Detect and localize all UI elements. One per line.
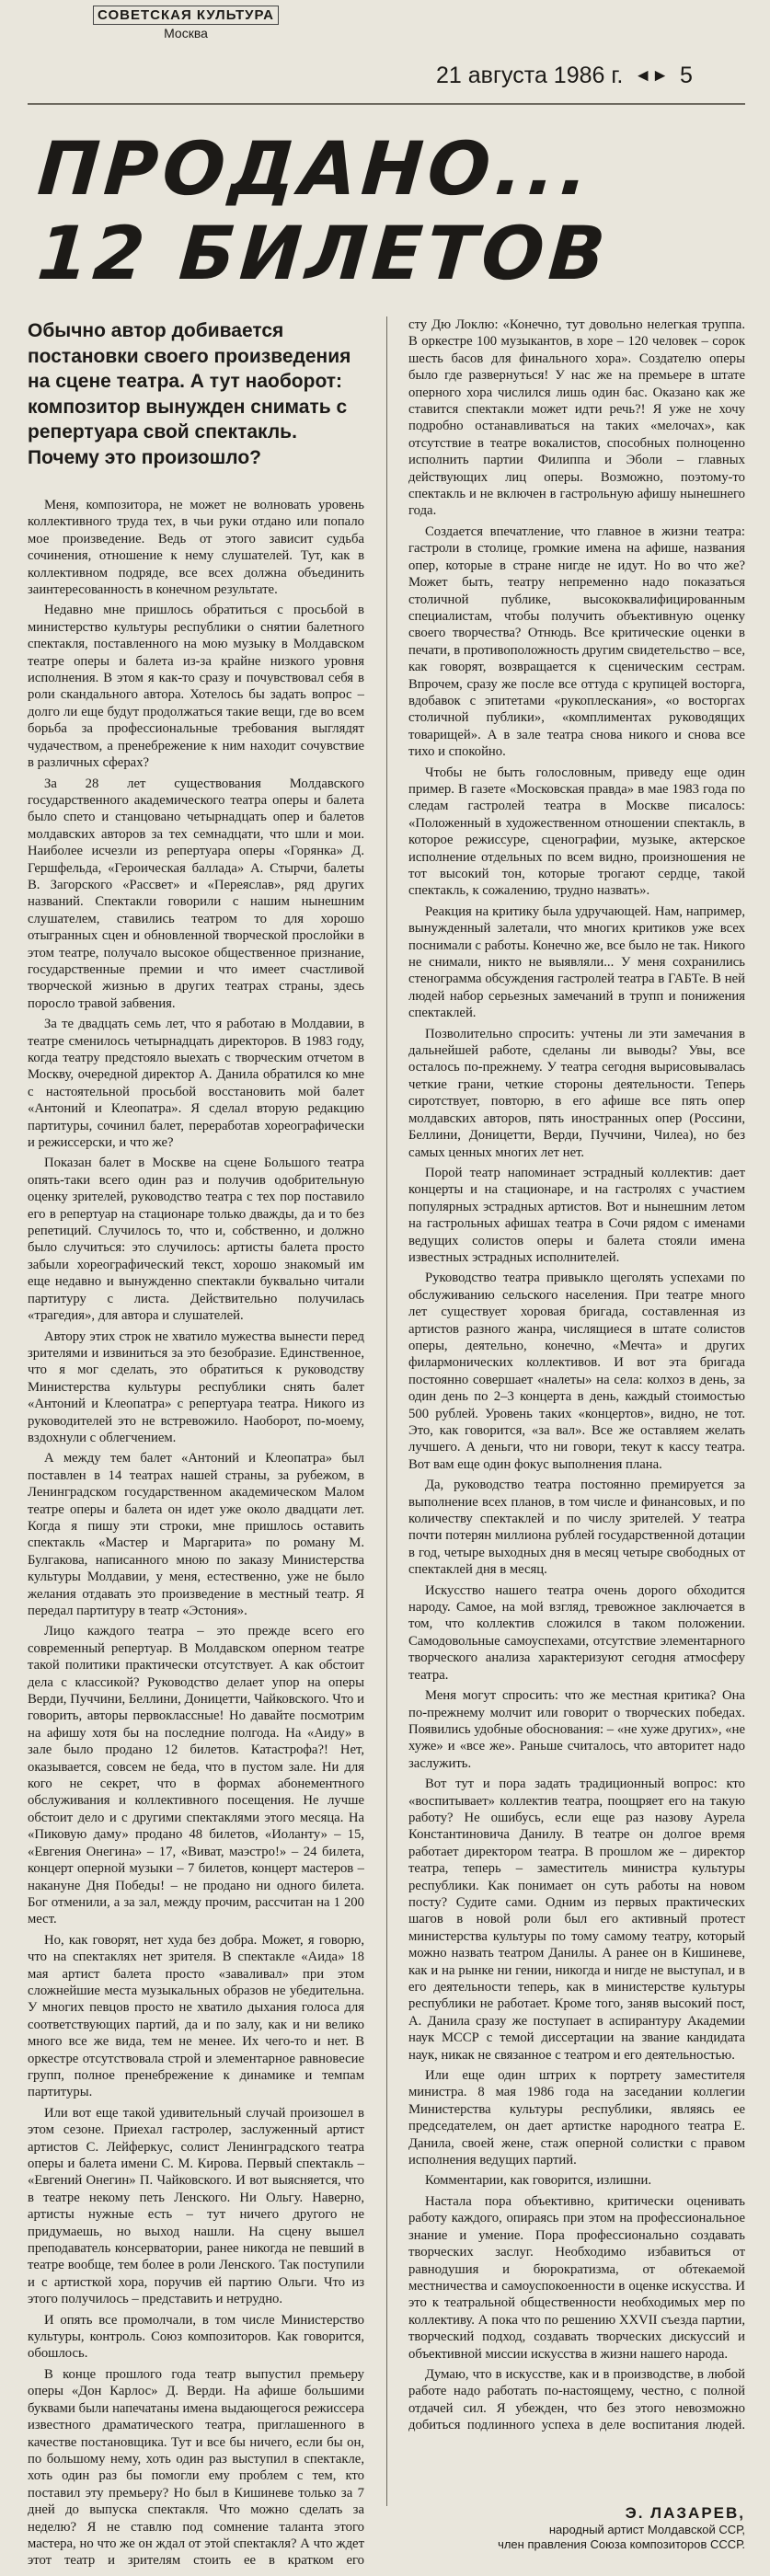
paragraph: Автору этих строк не хватило мужества вынести перед зрителями и извиниться за это безобразие. Единственное, что я мог сделать, это обратиться к руководству Министерства культуры республики снять балет «Антоний и Клеопатра» с репертуара театра. Никого из руководителей это не встревожило. Наоборот, по-моему, вздохнули с облегчением.	[28, 1328, 364, 1445]
author-membership: член правления Союза композиторов СССР.	[498, 2537, 745, 2551]
author-signature	[408, 2504, 745, 2552]
issue-date: 21 августа 1986 г.	[436, 63, 624, 88]
paragraph: Или еще один штрих к портрету заместителя министра. 8 мая 1986 года на заседании коллегии Министерства культуры республики, являясь ее председателем, он дает артистке народного театра Е. Данила, своей жене, стаж оперной солистки с правом исполнения ведущих партий.	[408, 2068, 745, 2168]
paragraph: Недавно мне пришлось обратиться с просьбой в министерство культуры республики о снятии балетного спектакля, поставленного на мою музыку в Молдавском театре оперы и балета из-за крайне низкого уровня исполнения. В этом я как-то сразу и почувствовал себя в роли скандального автора. Хотелось бы задать вопрос – долго ли еще будут продолжаться такие вещи, где во всем борьба за профессиональные требования выглядят чудачеством, а пренебрежение к ним находит сочувствие в различных сферах?	[28, 603, 364, 771]
paragraph: Показан балет в Москве на сцене Большого театра опять-таки всего один раз и получив одобрительную оценку зрителей, руководство театра с тех пор поставило его в репертуар на стационаре только дважды, да и то без репетиций. Случилось то, что и, собственно, и должно было случиться: это случилось: артисты балета просто забыли хореографический текст, хорошо знакомый им еще недавно и вынужденно спектакли буквально читали партитуру с листа. Действительно получилась «трагедия», для автора и слушателей.	[28, 1156, 364, 1324]
page-number: 5	[680, 63, 693, 88]
dateline	[436, 63, 758, 89]
paragraph: Но, как говорят, нет худа без добра. Может, я говорю, что на спектаклях нет зрителя. В спектакле «Аида» 18 мая артист балета просто «заваливал» при этом сложнейшие места музыкальных образов не убедительна. У многих певцов просто не хватило дыхания голоса для соответствующих партий, да и по залу, как и ни велико много все же вида, тем не менее. Их чего-то и нет. В оркестре отсутствовала строй и элементарное равновесие групп, полное пренебрежение к динамике и темпам партитуры.	[28, 1932, 364, 2100]
paragraph: Искусство нашего театра очень дорого обходится народу. Самое, на мой взгляд, тревожное заключается в том, что коллектив сложился в таком положении. Самодовольные самоуспехами, отсутствие элементарного творческого анализа характеризуют сегодня атмосферу театра.	[408, 1582, 745, 1683]
headline-line-1: ПРОДАНО...	[35, 126, 596, 212]
paragraph: Да, руководство театра постоянно премируется за выполнение всех планов, в том числе и финансовых, и по количеству спектаклей и по числу зрителей. У театра почти потерян миллиона рублей государственной дотации в год, четыре выходных дня в месяц четыре свободных от спектаклей дня в месяц.	[408, 1478, 745, 1578]
paragraph: За 28 лет существования Молдавского государственного академического театра оперы и балета было спето и станцовано четырнадцать опер и балетов молдавских авторов за тех семнадцати, что шли и мои. Наиболее исчезли из репертуара оперы «Горянка» Д. Гершфельда, «Героическая баллада» А. Стырчи, балеты В. Загорского «Рассвет» и «Переяслав», ряд других названий. Спектакли говорили с нашим нынешним слушателем, ставились театром то для хорошо отыгранных сцен и обновленной творческой прослойки в этом театре, получало высокое общественное признание, государственные премии и что имеет счастливой творческой жизнью в других театрах страны, здесь поросло травой забвения.	[28, 776, 364, 1011]
paragraph: В конце прошлого года театр выпустил премьеру оперы «Дон Карлос» Д. Верди. На афише большими буквами были напечатаны имена выдающегося режиссера известного драматического театра, приглашенного в качестве постановщика. Тут и все бы ничего, если бы он, по большому нему, хоть один раз выступил в спектакле, хоть один раз бы помогли ему проблем с тем, кто поставил эту премьеру? Но был в Кишиневе только за 7 дней до выпуска спектакля. Что можно сделать за неделю? Я не ставлю под сомнение таланта этого мастера, но что же он ждал от этой спектакля? А что ждет этот театр и зрителям стоить ее в кратком его	[28, 2366, 364, 2569]
lead-paragraph: Обычно автор добивается постановки своего произведения на сцене театра. А тут наоборот: композитор вынужден снимать с репертуара свой спектакль. Почему это произошло?	[28, 320, 351, 468]
paragraph: Или вот еще такой удивительный случай произошел в этом сезоне. Приехал гастролер, заслуженный артист артистов С. Лейферкус, солист Ленинградского театра оперы и балета имени С. М. Кирова. Первый спектакль – «Евгений Онегин» П. Чайковского. И вот выясняется, что в театре некому петь Ленского. Ни Ольгу. Наверно, артисты нужные есть – тут ничего другого не придумаешь, но выход нашли. На сцену вышел преподаватель консерватории, ранее никогда не певший в театре вообще, тем более в роли Ленского. Так поступили и с артисткой хора, поручив ей партию Ольги. Что из этого получилось – представить и нетрудно.	[28, 2105, 364, 2307]
column-divider	[386, 316, 387, 2506]
article-column-left	[28, 497, 364, 2571]
author-title: народный артист Молдавской ССР,	[548, 2523, 745, 2536]
paragraph: За те двадцать семь лет, что я работаю в Молдавии, в театре сменилось четырнадцать директоров. В 1983 году, когда театру предстояло выехать с творческим отчетом в Москву, очередной директор А. Данила обратился ко мне с настоятельной просьбой восстановить мой балет «Антоний и Клеопатра». Я сделал вторую редакцию партитуры, сочинил балет, переработав хореографически и режиссерски, и что же?	[28, 1017, 364, 1151]
paragraph: Реакция на критику была удручающей. Нам, например, вынужденный залетали, что многих критиков уже всех поснимали с работы. Конечно же, все было не так. Никого не снимали, никто не выявляли... У меня сохранились стенограмма обсуждения гастролей театра в ГАБТе. В ней людей набор серьезных замечаний в трупп и понижения спектаклей.	[408, 903, 745, 1021]
paragraph: Меня, композитора, не может не волновать уровень коллективного труда тех, в чьи руки отдано или попало мое произведение. Ведь от этого зависит судьба сочинения, отношение к нему слушателей. Тут, как в коллективном подряде, все всех должна объединить заинтересованность в конечном результате.	[28, 498, 364, 598]
author-name: Э. ЛАЗАРЕВ,	[625, 2504, 745, 2522]
headline	[29, 127, 750, 296]
article-column-right	[408, 316, 745, 2432]
paragraph: Комментарии, как говорится, излишни.	[425, 2173, 652, 2189]
paragraph: Вот тут и пора задать традиционный вопрос: кто «воспитывает» коллектив театра, поощряет его на такую работу? Не ошибусь, если еще раз назову Аурела Константиновича Данилу. В театре он долгое время работает директором театра. В прошлом же – директор театра, теперь – заместитель министра культуры республики. Как понимает он суть работы на новом посту? Судите сами. Одним из первых практических шагов в новой роли был его активный протест министерства культуры по тому самому театру, который можно назвать театром Данилы. А ранее он в Кишиневе, как и на рынке ни гении, никогда и нигде не выступал, и в его деятельности теперь, как в министерстве культуры республики не работает. Кроме того, заняв высокий пост, А. Данила сразу же поступает в аспирантуру Академии наук МССР с темой диссертации на звание кандидата наук, никак не связанное с театром и его деятельностью.	[408, 1777, 745, 2063]
top-divider	[28, 103, 745, 105]
paragraph: А между тем балет «Антоний и Клеопатра» был поставлен в 14 театрах нашей страны, за рубежом, в Ленинградском государственном академическом Малом театре оперы и балета он идет уже около двадцати лет. Когда я пишу эти строки, мне пришлось оставить спектакль «Мастер и Маргарита» по роману М. Булгакова, написанного мною по заказу Министерства культуры Молдавии, у меня, естественно, уже не было желания отдавать это произведение в местный театр. Я передал партитуру в театр «Эстония».	[28, 1451, 364, 1618]
masthead-city: Москва	[164, 26, 208, 40]
paragraph: И опять все промолчали, в том числе Министерство культуры, контроль. Союз композиторов. Как говорится, обошлось.	[28, 2312, 364, 2362]
headline-line-2: 12 БИЛЕТОВ	[34, 211, 613, 296]
paragraph: Настала пора объективно, критически оценивать работу каждого, опираясь при этом на профессиональное знание и умение. Пора профессионально создавать творческих заслуг. Необходимо избавиться от равнодушия и бюрократизма, от обтекаемой местничества и самоуспокоенности в оценке искусства. И это к театральной общественности необходимых мер по коллективу. А пока что по решению XXVII съезда партии, творческий подход, создавать творческих дискуссий и объективной миссии искусства в жизни нашего народа.	[408, 2193, 745, 2362]
paragraph: Чтобы не быть голословным, приведу еще один пример. В газете «Московская правда» в мае 1983 года по следам гастролей театра в Москве писалось: «Положенный в художественном отношении спектакль, в которое режиссуре, сценографии, музыке, актерское исполнение отдельных по всем видно, произношения не тот высокий тон, которые трогают сердце, такой спектакль, к сожалению, трудно назвать».	[408, 765, 745, 899]
paragraph: сту Дю Локлю: «Конечно, тут довольно нелегкая труппа. В оркестре 100 музыкантов, в хоре – 120 человек – сорок шесть басов для финального хора». Создателю оперы было где развернуться! У нас же на премьере в штате оперного хора числился лишь один бас. Оказано как же ставится спектакли может идти речь?! Я уже не хочу подробно останавливаться на таких «мелочах», как отсутствие в театре вокалистов, способных полноценно исполнить партии Филиппа и Эболи – главных действующих лиц оперы. Возможно, поэтому-то спектакль и не включен в гастрольную афишу нынешнего года.	[408, 317, 745, 519]
paragraph: Думаю, что в искусстве, как и в производстве, в любой работе надо работать по-настоящему, честно, с полной отдачей сил. Я убежден, что без этого невозможно добиться подлинного успеха в деле воспитания людей.	[408, 2366, 745, 2432]
masthead	[85, 6, 287, 40]
arrows-icon: ◄►	[634, 65, 669, 86]
paragraph: Позволительно спросить: учтены ли эти замечания в дальнейшей работе, сделаны ли выводы? Увы, все осталось по-прежнему. У театра сегодня вырисовывалась четкие грани, четкие стороны деятельности. Теперь сиротствует, повторю, в его афише все пять опер молдавских авторов, пять иностранных опер (Россини, Беллини, Доницетти, Верди, Пуччини, Чилеа), но без самых ценных многих лет нет.	[408, 1026, 745, 1160]
masthead-stamp: СОВЕТСКАЯ КУЛЬТУРА	[93, 6, 279, 25]
paragraph: Порой театр напоминает эстрадный коллектив: дает концерты и на стационаре, и на гастролях с участием популярных эстрадных артистов. Вот и нынешним летом на гастрольных афишах театра в Сочи рядом с именами ведущих солистов оперы и балета стояли имена известных эстрадных исполнителей.	[408, 1165, 745, 1265]
paragraph: Руководство театра привыкло щеголять успехами по обслуживанию сельского населения. При театре много лет существует хоровая бригада, составленная из артистов разного жанра, числящиеся в штате солистов оперы, деятельно, конечно, «Мечта» и других филармонических коллективов. И вот эта бригада постоянно совершает «налеты» на села: колхоз в день, за один день по 2–3 концерта в день, каждый стоимостью 500 рублей. Уровень таких «концертов», видно, не тот. Это, как говорится, «за вал». Все же оставляем желать лучшего. А деньги, что ни говори, текут к кассу театра. Вот вам еще один фокус выполнения плана.	[408, 1271, 745, 1472]
paragraph: Создается впечатление, что главное в жизни театра: гастроли в столице, громкие имена на афише, названия опер, которые в стране нигде не идут. Но во что же? Может быть, театру непременно надо показаться столичной публике, высококвалифицированным специалистам, чтобы получить объективную оценку своего творчества? Отнюдь. Все критические оценки в печати, в противоположность другим свидетельство – все, как говорят, возвращается к сценическим сестрам. Впрочем, сразу же после все оттуда с крупицей восторга, вдобавок с эпитетами «рукоплескания», «о восторгах столичной публики», «комплиментах руководящих товарищей». А в зале театра снова никого и снова все тихо и спокойно.	[408, 523, 745, 760]
paragraph: Меня могут спросить: что же местная критика? Она по-прежнему молчит или говорит о творческих победах. Появились удобные обоснования: – «не хуже других», «не хуже» и «все же». Раньше считалось, что авторитет надо заслужить.	[408, 1688, 745, 1771]
paragraph: Лицо каждого театра – это прежде всего его современный репертуар. В Молдавском оперном театре такой политики практически отсутствует. А как обстоит дела с классикой? Руководство делает упор на оперы Верди, Пуччини, Беллини, Доницетти, Чайковского. Что и говорить, авторы первоклассные! Но давайте посмотрим на афишу хотя бы на последние полгода. На «Аиду» в зале было продано 12 билетов. Катастрофа?! Нет, оказывается, совсем не беда, что в пустом зале. Ни для кого не секрет, что в формах абонементного обслуживания и коллективного посещения. Не лучше обстоит дело и с другими спектаклями этого месяца. На «Пиковую даму» продано 48 билетов, «Иоланту» – 15, «Евгения Онегина» – 17, «Виват, маэстро!» – 24 билета, концерт оперной музыки – 7 билетов, концерт мастеров – накануне Дня Победы! – не продано ни одного билета. Бог отменили, а за зал, между прочим, рассчитан на 1 200 мест.	[28, 1624, 364, 1927]
